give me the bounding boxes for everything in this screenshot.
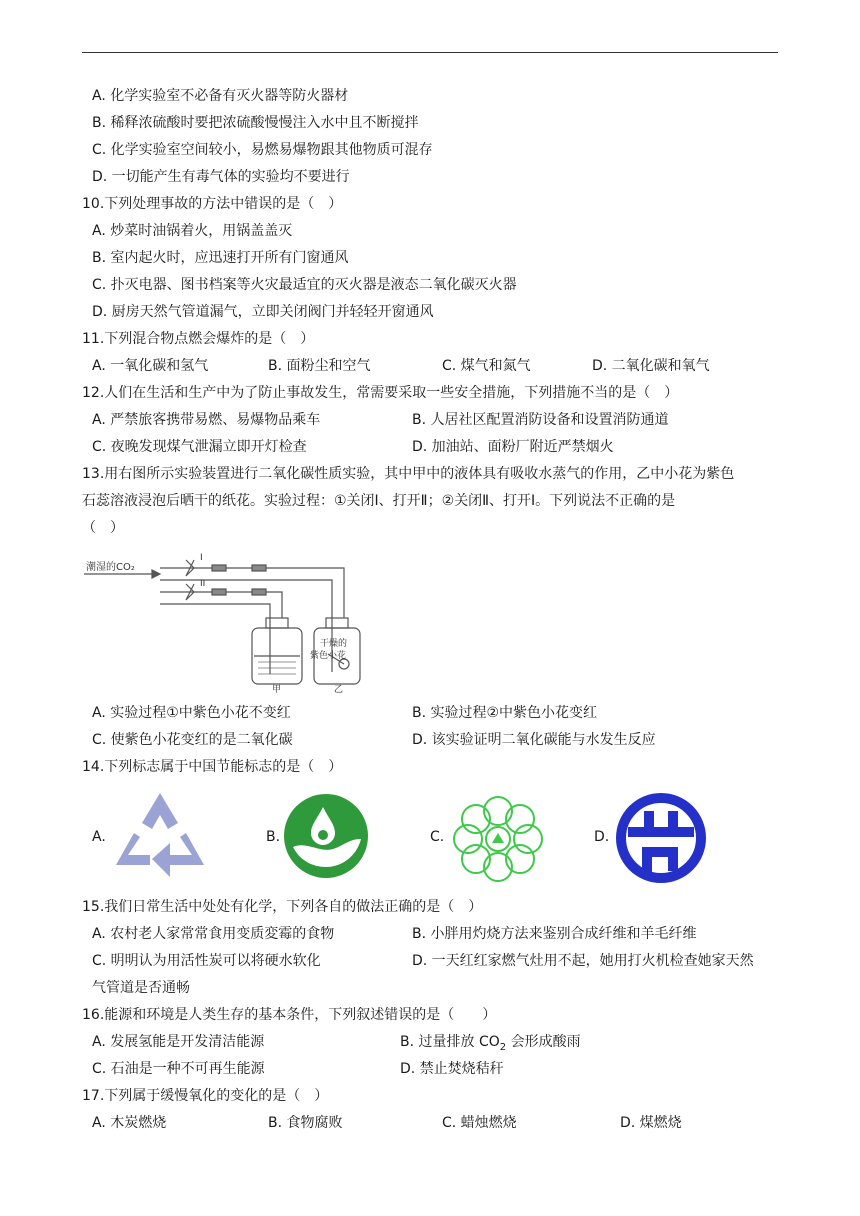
q12-option-d: D. 加油站、面粉厂附近严禁烟火 — [412, 439, 614, 455]
gas-arrow-head — [152, 570, 160, 578]
q16-stem: 16.能源和环境是人类生存的基本条件，下列叙述错误的是（ ） — [82, 1007, 497, 1023]
q10-option-c: C. 扑灭电器、图书档案等火灾最适宜的灭火器是液态二氧化碳灭火器 — [92, 277, 517, 293]
q15-option-c: C. 明明认为用活性炭可以将硬水软化 — [92, 953, 321, 969]
q15-option-d: D. 一天红红家燃气灶用不起，她用打火机检查她家天然 — [412, 953, 754, 969]
recycle-logo-icon — [110, 789, 210, 881]
q13-option-c: C. 使紫色小花变红的是二氧化碳 — [92, 732, 293, 748]
q13-option-a: A. 实验过程①中紫色小花不变红 — [92, 705, 291, 721]
bottle-jia-label: 甲 — [272, 685, 282, 694]
lower-tube-inner — [160, 604, 270, 618]
header-rule — [82, 52, 778, 53]
valve-2-label: II — [200, 579, 206, 589]
q14-option-a-label: A. — [92, 829, 106, 845]
q9-option-b: B. 稀释浓硫酸时要把浓硫酸慢慢注入水中且不断搅拌 — [92, 115, 419, 131]
q15-option-b: B. 小胖用灼烧方法来鉴别合成纤维和羊毛纤维 — [412, 926, 697, 942]
q13-option-d: D. 该实验证明二氧化碳能与水发生反应 — [412, 732, 656, 748]
q14-stem: 14.下列标志属于中国节能标志的是（ ） — [82, 759, 343, 775]
flower-label-2: 紫色小花 — [310, 651, 347, 661]
q15-stem: 15.我们日常生活中处处有化学，下列各自的做法正确的是（ ） — [82, 899, 483, 915]
ring-logo-icon — [448, 789, 548, 883]
water-saving-logo-icon — [283, 793, 369, 879]
q15-option-a: A. 农村老人家常常食用变质変霉的食物 — [92, 926, 335, 942]
q17-option-d: D. 煤燃烧 — [620, 1115, 682, 1131]
q17-stem: 17.下列属于缓慢氧化的变化的是（ ） — [82, 1088, 329, 1104]
q16-option-b-sub: 2 — [499, 1041, 507, 1053]
q13-stem-line2: 石蕊溶液浸泡后晒干的纸花。实验过程：①关闭Ⅰ、打开Ⅱ；②关闭Ⅱ、打开Ⅰ。下列说法不正确的是 — [82, 493, 676, 509]
q12-stem: 12.人们在生活和生产中为了防止事故发生，常需要采取一些安全措施，下列措施不当的是（ ） — [82, 385, 679, 401]
q14-option-d-label: D. — [594, 829, 610, 845]
q16-option-b-post: 会形成酸雨 — [506, 1034, 581, 1050]
q10-option-b: B. 室内起火时，应迅速打开所有门窗通风 — [92, 250, 349, 266]
q16-option-b — [400, 1033, 581, 1057]
bottle-yi-label: 乙 — [334, 685, 344, 694]
valve-1-label: I — [200, 553, 203, 563]
q11-option-c: C. 煤气和氮气 — [442, 358, 531, 374]
q10-option-a: A. 炒菜时油锅着火，用锅盖盖灭 — [92, 223, 293, 239]
q16-option-a: A. 发展氢能是开发清洁能源 — [92, 1034, 265, 1050]
tube-joint-2 — [252, 589, 266, 595]
upper-tube-inner — [160, 580, 332, 618]
q12-option-b: B. 人居社区配置消防设备和设置消防通道 — [412, 412, 669, 428]
q10-option-d: D. 厨房天然气管道漏气，立即关闭阀门并轻轻开窗通风 — [92, 304, 434, 320]
tube-joint-1 — [252, 565, 266, 571]
flower-label-1: 干燥的 — [320, 639, 348, 649]
q17-option-a: A. 木炭燃烧 — [92, 1115, 167, 1131]
q9-option-a: A. 化学实验室不必备有灭火器等防火器材 — [92, 88, 349, 104]
q13-stem-line3: （ ） — [82, 520, 124, 536]
tube-joint-4 — [212, 589, 226, 595]
q14-option-b-label: B. — [266, 829, 281, 845]
tube-joint-3 — [212, 565, 226, 571]
q10-stem: 10.下列处理事故的方法中错误的是（ ） — [82, 196, 343, 212]
gas-label: 潮湿的CO₂ — [86, 562, 135, 573]
q15-option-d-cont: 气管道是否通畅 — [92, 980, 190, 996]
q12-option-a: A. 严禁旅客携带易燃、易爆物品乘车 — [92, 412, 321, 428]
co2-apparatus-figure — [82, 546, 382, 694]
q16-option-d: D. 禁止焚烧秸秆 — [400, 1061, 504, 1077]
q9-option-c: C. 化学实验室空间较小，易燃易爆物跟其他物质可混存 — [92, 142, 433, 158]
q13-option-b: B. 实验过程②中紫色小花变红 — [412, 705, 598, 721]
lower-tube — [160, 592, 282, 618]
q13-stem-line1: 13.用右图所示实验装置进行二氧化碳性质实验，其中甲中的液体具有吸收水蒸气的作用，乙中小花为紫色 — [82, 466, 735, 482]
q11-stem: 11.下列混合物点燃会爆炸的是（ ） — [82, 331, 315, 347]
q11-option-b: B. 面粉尘和空气 — [268, 358, 371, 374]
q12-option-c: C. 夜晚发现煤气泄漏立即开灯检查 — [92, 439, 307, 455]
q16-option-b-pre: B. 过量排放 CO — [400, 1034, 500, 1050]
q9-option-d: D. 一切能产生有毒气体的实验均不要进行 — [92, 169, 350, 185]
bottle-yi-stopper — [326, 618, 348, 628]
q17-option-b: B. 食物腐败 — [268, 1115, 343, 1131]
bottle-jia-stopper — [266, 618, 288, 628]
q11-option-a: A. 一氧化碳和氢气 — [92, 358, 209, 374]
q16-option-c: C. 石油是一种不可再生能源 — [92, 1061, 265, 1077]
q14-option-c-label: C. — [430, 829, 445, 845]
q17-option-c: C. 蜡烛燃烧 — [442, 1115, 517, 1131]
q11-option-d: D. 二氧化碳和氧气 — [592, 358, 710, 374]
china-energy-saving-logo-icon — [614, 791, 708, 885]
